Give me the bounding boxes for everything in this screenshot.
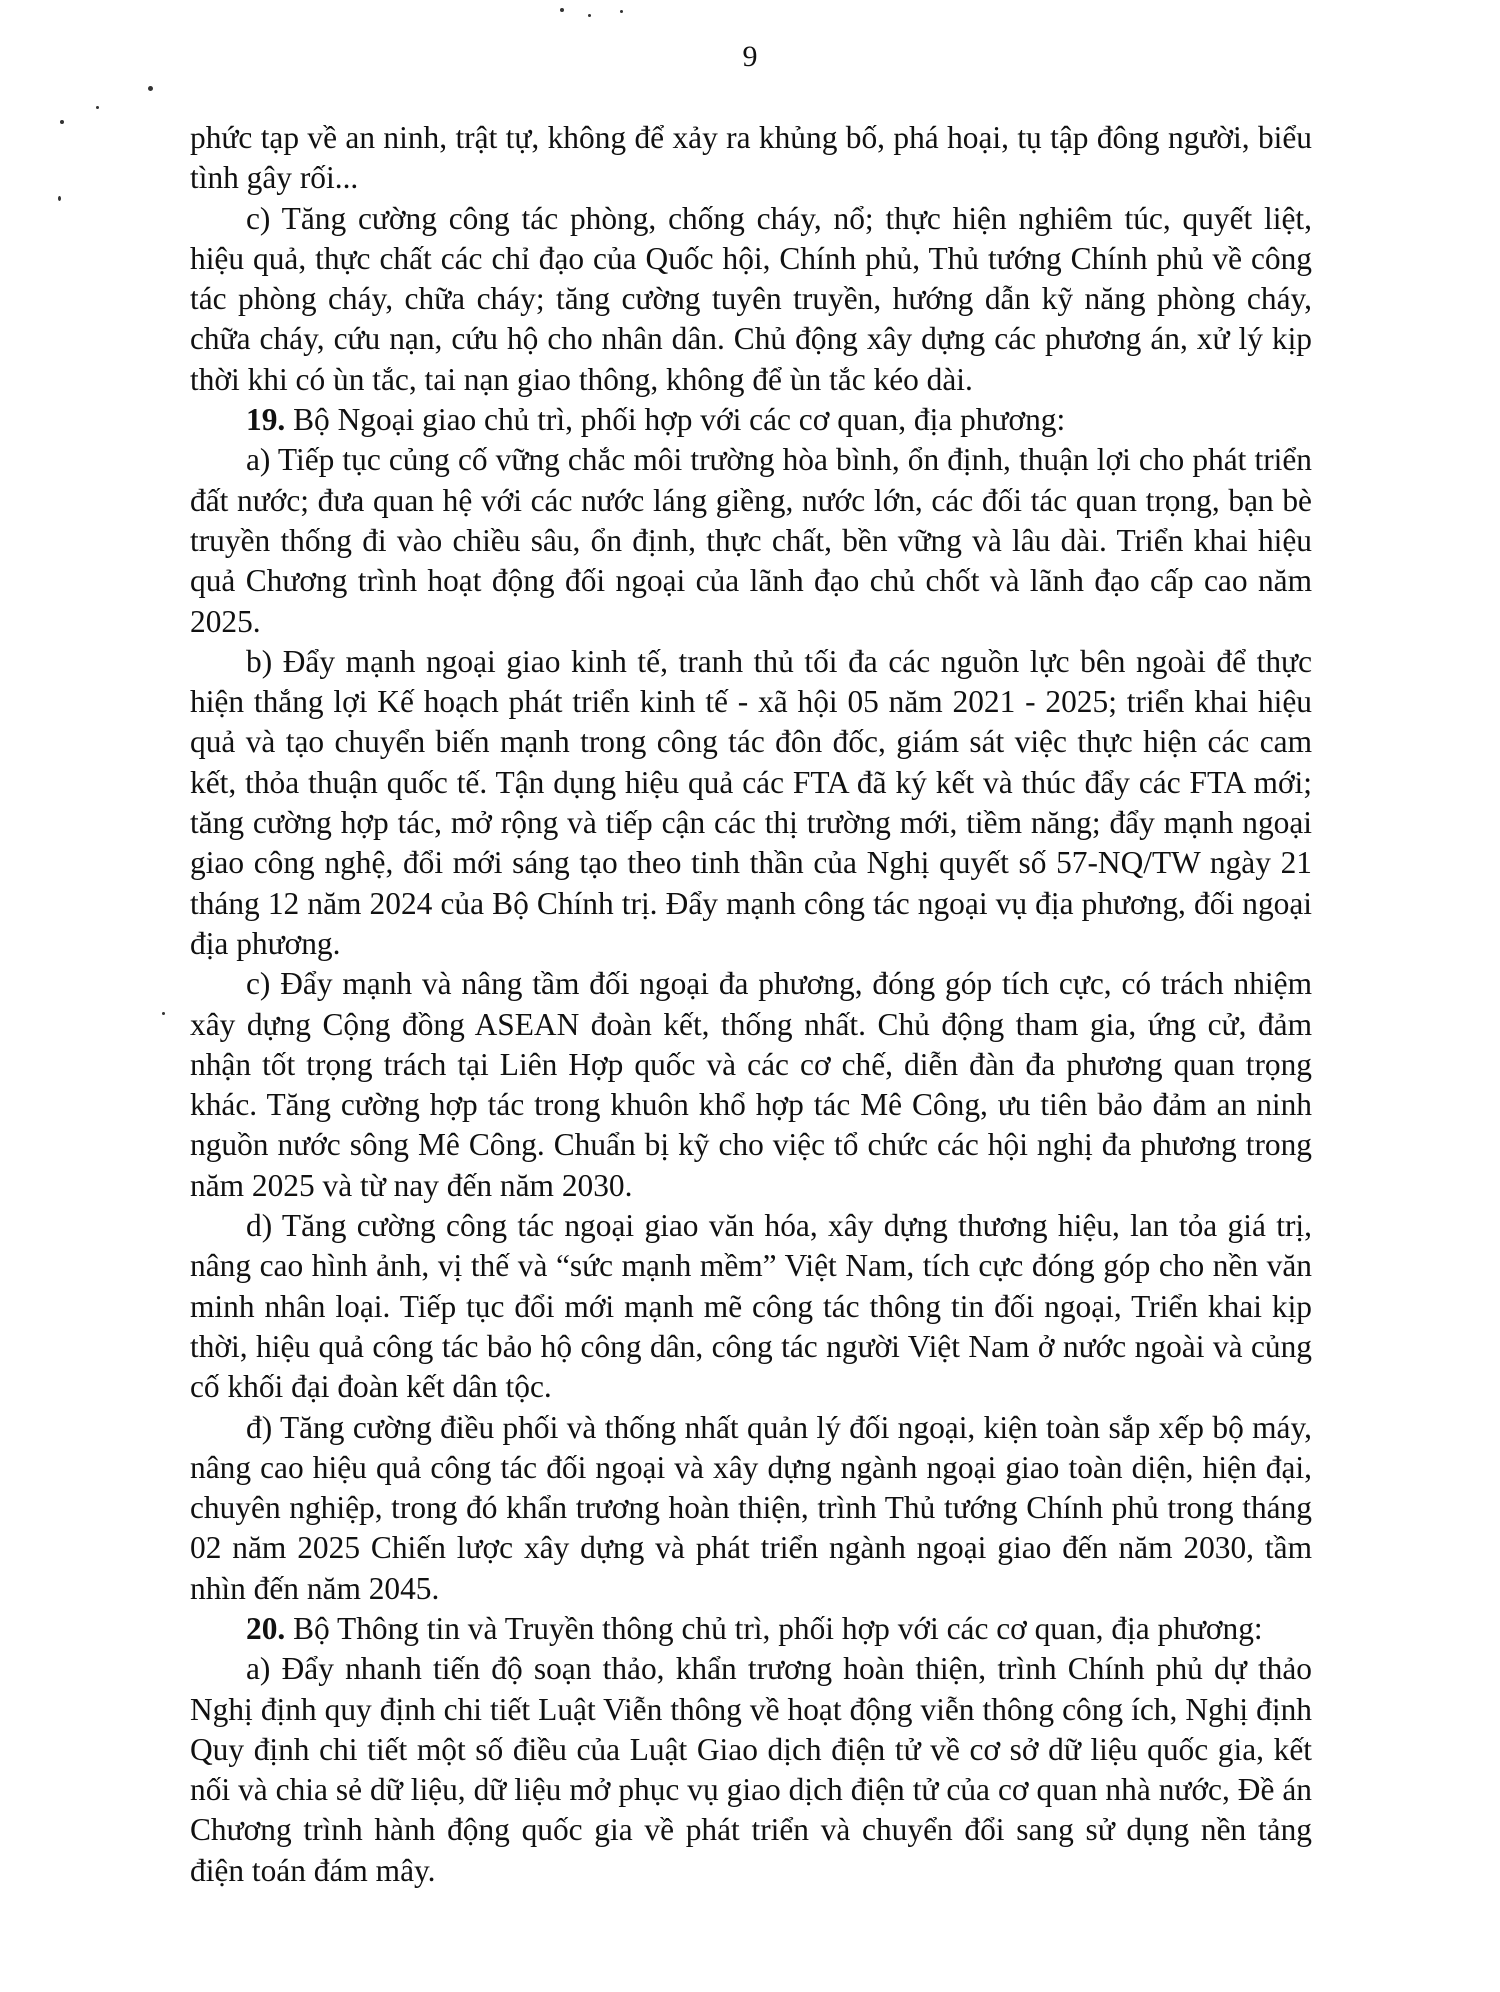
- section-text: Bộ Thông tin và Truyền thông chủ trì, phối hợp với các cơ quan, địa phương:: [293, 1610, 1263, 1646]
- scan-speck: [620, 10, 623, 13]
- paragraph-item-a: a) Đẩy nhanh tiến độ soạn thảo, khẩn trương hoàn thiện, trình Chính phủ dự thảo Nghị định quy định chi tiết Luật Viễn thông về hoạt động viễn thông công ích, Nghị định Quy định chi tiết một số điều của Luật Giao dịch điện tử về cơ sở dữ liệu quốc gia, kết nối và chia sẻ dữ liệu, dữ liệu mở phục vụ giao dịch điện tử của cơ quan nhà nước, Đề án Chương trình hành động quốc gia về phát triển và chuyển đổi sang sử dụng nền tảng điện toán đám mây.: [190, 1651, 1312, 1888]
- paragraph-item-b: b) Đẩy mạnh ngoại giao kinh tế, tranh thủ tối đa các nguồn lực bên ngoài để thực hiện thắng lợi Kế hoạch phát triển kinh tế - xã hội 05 năm 2021 - 2025; triển khai hiệu quả và tạo chuyển biến mạnh trong công tác đôn đốc, giám sát việc thực hiện các cam kết, thỏa thuận quốc tế. Tận dụng hiệu quả các FTA đã ký kết và thúc đẩy các FTA mới; tăng cường hợp tác, mở rộng và tiếp cận các thị trường mới, tiềm năng; đẩy mạnh ngoại giao công nghệ, đổi mới sáng tạo theo tinh thần của Nghị quyết số 57-NQ/TW ngày 21 tháng 12 năm 2024 của Bộ Chính trị. Đẩy mạnh công tác ngoại vụ địa phương, đối ngoại địa phương.: [190, 643, 1312, 961]
- paragraph-continuation: phức tạp về an ninh, trật tự, không để xảy ra khủng bố, phá hoại, tụ tập đông người, biểu tình gây rối...: [190, 120, 1312, 196]
- section-heading-19: [190, 400, 1312, 440]
- paragraph-item-dd: đ) Tăng cường điều phối và thống nhất quản lý đối ngoại, kiện toàn sắp xếp bộ máy, nâng cao hiệu quả công tác đối ngoại và xây dựng ngành ngoại giao toàn diện, hiện đại, chuyên nghiệp, trong đó khẩn trương hoàn thiện, trình Thủ tướng Chính phủ trong tháng 02 năm 2025 Chiến lược xây dựng và phát triển ngành ngoại giao đến năm 2030, tầm nhìn đến năm 2045.: [190, 1409, 1312, 1606]
- scan-speck: [60, 120, 64, 124]
- section-text: Bộ Ngoại giao chủ trì, phối hợp với các cơ quan, địa phương:: [293, 402, 1066, 438]
- scan-speck: [58, 196, 61, 201]
- section-heading-20: [190, 1609, 1312, 1649]
- paragraph-item-c: c) Tăng cường công tác phòng, chống cháy, nổ; thực hiện nghiêm túc, quyết liệt, hiệu quả, thực chất các chỉ đạo của Quốc hội, Chính phủ, Thủ tướng Chính phủ về công tác phòng cháy, chữa cháy; tăng cường tuyên truyền, hướng dẫn kỹ năng phòng cháy, chữa cháy, cứu nạn, cứu hộ cho nhân dân. Chủ động xây dựng các phương án, xử lý kịp thời khi có ùn tắc, tai nạn giao thông, không để ùn tắc kéo dài.: [190, 200, 1312, 397]
- scan-speck: [96, 106, 99, 109]
- document-body: [190, 118, 1312, 1891]
- paragraph-item-c: c) Đẩy mạnh và nâng tầm đối ngoại đa phương, đóng góp tích cực, có trách nhiệm xây dựng Cộng đồng ASEAN đoàn kết, thống nhất. Chủ động tham gia, ứng cử, đảm nhận tốt trọng trách tại Liên Hợp quốc và các cơ chế, diễn đàn đa phương quan trọng khác. Tăng cường hợp tác trong khuôn khổ hợp tác Mê Công, ưu tiên bảo đảm an ninh nguồn nước sông Mê Công. Chuẩn bị kỹ cho việc tổ chức các hội nghị đa phương trong năm 2025 và từ nay đến năm 2030.: [190, 966, 1312, 1203]
- paragraph-item-a: a) Tiếp tục củng cố vững chắc môi trường hòa bình, ổn định, thuận lợi cho phát triển đất nước; đưa quan hệ với các nước láng giềng, nước lớn, các đối tác quan trọng, bạn bè truyền thống đi vào chiều sâu, ổn định, thực chất, bền vững và lâu dài. Triển khai hiệu quả Chương trình hoạt động đối ngoại của lãnh đạo chủ chốt và lãnh đạo cấp cao năm 2025.: [190, 442, 1312, 639]
- section-number: 19.: [246, 402, 286, 438]
- scan-speck: [560, 8, 564, 12]
- page-number: 9: [742, 40, 758, 73]
- section-number: 20.: [246, 1610, 286, 1646]
- scan-speck: [588, 14, 591, 17]
- scan-speck: [162, 1012, 165, 1015]
- scan-speck: [148, 86, 153, 91]
- paragraph-item-d: d) Tăng cường công tác ngoại giao văn hóa, xây dựng thương hiệu, lan tỏa giá trị, nâng cao hình ảnh, vị thế và “sức mạnh mềm” Việt Nam, tích cực đóng góp cho nền văn minh nhân loại. Tiếp tục đổi mới mạnh mẽ công tác thông tin đối ngoại, Triển khai kịp thời, hiệu quả công tác bảo hộ công dân, công tác người Việt Nam ở nước ngoài và củng cố khối đại đoàn kết dân tộc.: [190, 1208, 1312, 1405]
